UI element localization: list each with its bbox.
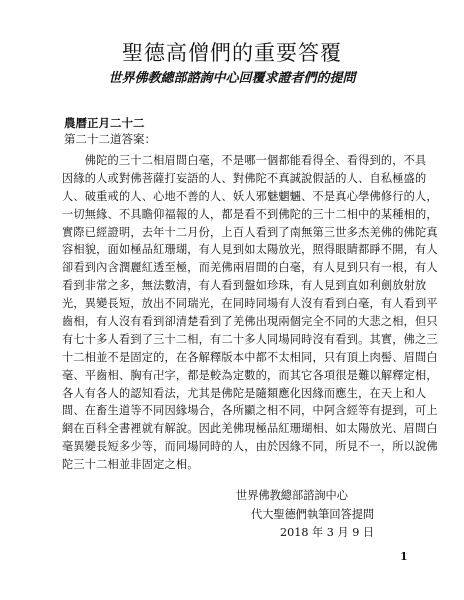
body-line: 毫異變長短多少等，而同場同時的人，由於因緣不同，所見不一，所以說佛	[62, 440, 438, 454]
answer-heading: 第二十二道答案：	[64, 132, 156, 146]
signature-date: 2018 年 3 月 9 日	[280, 526, 375, 539]
page-title: 聖德高僧們的重要答覆	[122, 41, 342, 65]
body-line: 因緣的人或對佛菩薩打妄語的人、對佛陀不真誠說假話的人、自私極盛的	[62, 171, 427, 185]
body-line: 卻看到內含潤麗紅透至極，而羌佛兩眉間的白毫，有人見到只有一根，有人	[62, 261, 438, 275]
body-line: 各人有各人的認知看法，尤其是佛陀是隨類應化因緣而應生，在天上和人	[62, 386, 427, 400]
body-line: 齒相，有人沒有看到卻清楚看到了羌佛出現兩個完全不同的大悲之相，但只	[62, 315, 438, 329]
page-subtitle: 世界佛教總部諮詢中心回覆求證者們的提問	[108, 71, 356, 86]
body-line: 有七十多人看到了三十二相，有二十多人同場同時沒有看到。其實，佛之三	[62, 332, 438, 346]
signature-role: 代大聖德們執筆回答提問	[251, 508, 375, 521]
body-line: 佛陀的三十二相眉間白毫，不是哪一個都能看得全、看得到的，不具	[62, 154, 427, 167]
body-line: 一切無緣、不具瞻仰福報的人，都是看不到佛陀的三十二相中的某種相的，	[62, 207, 438, 221]
body-line: 實際已經證明，去年十二月份，上百人看到了南無第三世多杰羌佛的佛陀真	[62, 225, 438, 239]
body-line: 毫、平齒相、胸有卍字，都是較為定數的，而其它各項很是難以解釋定相，	[62, 368, 438, 382]
body-line: 網在百科全書裡就有解說。因此羌佛現極品紅珊瑚相、如太陽放光、眉間白	[62, 422, 438, 436]
body-line: 光，異變長短，放出不同瑞光，在同時同場有人沒有看到白毫，有人看到平	[62, 297, 438, 311]
answer-body	[62, 152, 438, 474]
body-line: 陀三十二相並非固定之相。	[62, 458, 199, 472]
body-line: 容相貌，面如極品紅珊瑚，有人見到如太陽放光，照得眼睛都睜不開，有人	[62, 243, 438, 257]
body-line: 間、在畜生道等不同因緣場合，各所顯之相不同，中阿含經等有提到，可上	[62, 404, 438, 418]
body-line: 十二相並不是固定的，在各解釋版本中都不太相同，只有頂上肉髻、眉間白	[62, 350, 438, 364]
page-number: 1	[400, 550, 408, 563]
signature-organization: 世界佛教總部諮詢中心	[236, 489, 348, 502]
body-line: 看到非常之多，無法數清，有人看到盤如珍珠，有人見到直如利劍放射放	[62, 279, 427, 293]
body-line: 人、破重戒的人、心地不善的人、妖人邪魅魍魎、不是真心學佛修行的人，	[62, 189, 438, 203]
lunar-date-heading: 農曆正月二十二	[64, 116, 145, 130]
